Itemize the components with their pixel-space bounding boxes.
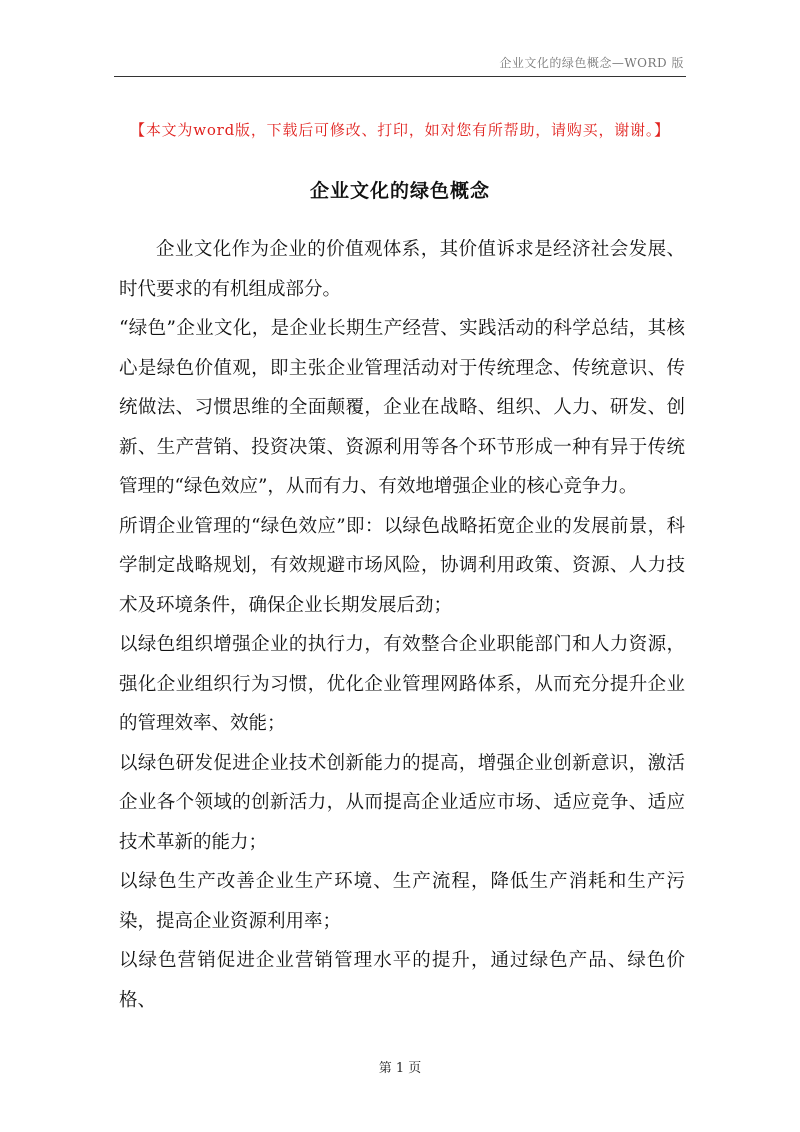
paragraph-green-rnd: 以绿色研发促进企业技术创新能力的提高，增强企业创新意识，激活企业各个领域的创新活力，从而提高企业适应市场、适应竞争、适应技术革新的能力；: [119, 752, 685, 853]
running-header: 企业文化的绿色概念—WORD 版: [499, 56, 684, 70]
paragraph-intro: 企业文化作为企业的价值观体系，其价值诉求是经济社会发展、时代要求的有机组成部分。: [119, 239, 685, 300]
paragraph-green-culture: “绿色”企业文化，是企业长期生产经营、实践活动的科学总结，其核心是绿色价值观，即主张企业管理活动对于传统理念、传统意识、传统做法、习惯思维的全面颠覆，企业在战略、组织、人力、研发、创新、生产营销、投资决策、资源利用等各个环节形成一种有异于传统管理的“绿色效应”，从而有力、有效地增强企业的核心竞争力。: [119, 318, 685, 497]
paragraph-green-organization: 以绿色组织增强企业的执行力，有效整合企业职能部门和人力资源，强化企业组织行为习惯，优化企业管理网路体系，从而充分提升企业的管理效率、效能；: [119, 634, 685, 734]
paragraph-green-effect: 所谓企业管理的“绿色效应”即：以绿色战略拓宽企业的发展前景，科学制定战略规划，有效规避市场风险，协调利用政策、资源、人力技术及环境条件，确保企业长期发展后劲；: [119, 515, 685, 616]
document-title: 企业文化的绿色概念: [309, 180, 490, 202]
document-body: [119, 230, 685, 1020]
paragraph-green-production: 以绿色生产改善企业生产环境、生产流程，降低生产消耗和生产污染，提高企业资源利用率；: [119, 871, 685, 932]
header-divider: [114, 76, 686, 77]
paragraph-green-marketing: 以绿色营销促进企业营销管理水平的提升，通过绿色产品、绿色价格、: [119, 950, 685, 1011]
download-notice: 【本文为word版，下载后可修改、打印，如对您有所帮助，请购买，谢谢。】: [130, 121, 670, 139]
page-number: 第 1 页: [378, 1061, 422, 1076]
